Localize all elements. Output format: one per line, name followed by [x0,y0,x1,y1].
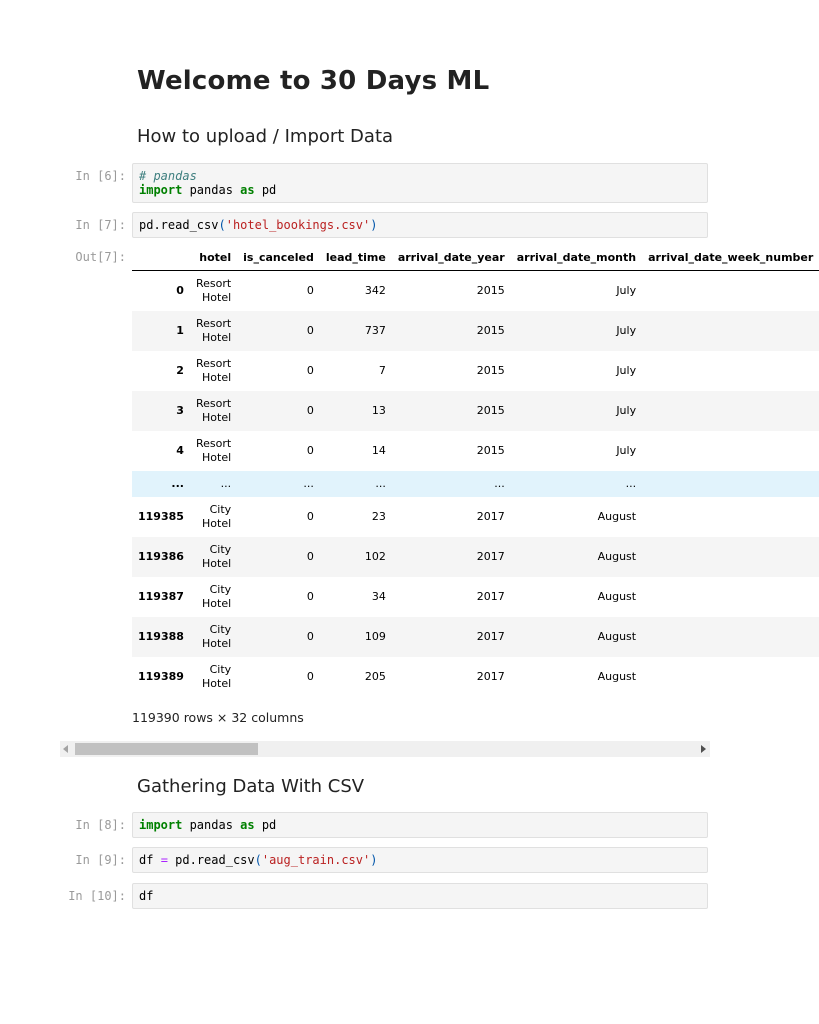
code-paren-close: ) [370,853,378,867]
column-header-is-canceled: is_canceled [237,244,320,271]
code-cell-6[interactable] [132,163,708,203]
row-index: 2 [176,364,184,377]
section-heading-gathering: Gathering Data With CSV [137,776,365,797]
cell-prompt-9: In [9]: [75,853,126,867]
table-row [132,537,819,577]
column-header-index [132,244,190,271]
cell-prompt-8: In [8]: [75,818,126,832]
cell-arrival-year: 2017 [476,590,505,603]
code-comment: # pandas [139,169,197,183]
cell-prompt-6: In [6]: [75,169,126,183]
cell-hotel: Resort Hotel [195,316,232,344]
cell-is-canceled: 0 [306,364,314,377]
cell-hotel: City Hotel [202,662,232,690]
cell-arrival-year: 2015 [476,404,505,417]
cell-arrival-month: August [597,550,637,563]
code-cell-9[interactable] [132,847,708,873]
column-header-arrival-date-year: arrival_date_year [392,244,511,271]
cell-arrival-year: 2017 [476,670,505,683]
cell-is-canceled: 0 [306,284,314,298]
row-index: 4 [176,444,184,457]
scroll-left-arrow-icon[interactable] [63,745,68,753]
scrollbar-thumb[interactable] [75,743,258,755]
cell-arrival-year: 2015 [476,444,505,457]
cell-arrival-month: ... [625,477,637,490]
code-keyword-import: import [139,183,183,197]
table-row [132,311,819,351]
column-header-hotel: hotel [190,244,237,271]
table-row [132,431,819,471]
cell-hotel: Resort Hotel [195,356,232,384]
cell-lead-time: 737 [364,324,386,337]
cell-is-canceled: 0 [306,550,314,563]
cell-is-canceled: 0 [306,510,314,523]
page-title: Welcome to 30 Days ML [137,66,490,96]
cell-lead-time: 23 [371,510,386,523]
cell-arrival-month: July [616,284,637,298]
cell-arrival-month: August [597,630,637,643]
cell-lead-time: 102 [364,550,386,563]
cell-lead-time: ... [375,477,386,490]
code-alias: pd [254,183,277,197]
cell-lead-time: 13 [371,404,386,417]
cell-lead-time: 34 [371,590,386,603]
code-operator: = [160,853,168,867]
row-index: ... [171,477,184,490]
cell-arrival-week [642,497,819,537]
table-row [132,391,819,431]
dataframe-table [132,244,819,697]
cell-hotel: City Hotel [202,502,232,530]
code-alias: pd [254,818,277,832]
cell-is-canceled: 0 [306,630,314,643]
cell-hotel: Resort Hotel [195,396,232,424]
cell-is-canceled: 0 [306,324,314,337]
cell-arrival-week [642,391,819,431]
code-string-arg: 'aug_train.csv' [261,853,371,867]
code-variable: df [139,889,154,903]
cell-lead-time: 14 [371,444,386,457]
code-variable: df [139,853,161,867]
output-prompt-7: Out[7]: [75,250,126,264]
output-horizontal-scrollbar[interactable] [60,741,710,757]
table-row [132,497,819,537]
cell-lead-time: 342 [364,284,386,298]
code-string-arg: 'hotel_bookings.csv' [225,218,371,232]
cell-arrival-year: 2015 [476,324,505,337]
code-function: pd.read_csv [167,853,255,867]
cell-is-canceled: 0 [306,444,314,457]
scroll-right-arrow-icon[interactable] [701,745,706,753]
table-row [132,351,819,391]
cell-arrival-week [642,431,819,471]
cell-hotel: City Hotel [202,542,232,570]
cell-arrival-month: July [616,364,637,377]
cell-hotel: City Hotel [202,622,232,650]
code-paren-open: ( [254,853,262,867]
cell-hotel: Resort Hotel [195,436,232,464]
code-function: pd.read_csv [139,218,219,232]
row-index: 119385 [138,510,184,523]
cell-arrival-year: 2017 [476,510,505,523]
cell-arrival-month: August [597,590,637,603]
cell-is-canceled: 0 [306,670,314,683]
cell-hotel: City Hotel [202,582,232,610]
cell-is-canceled: 0 [306,590,314,603]
cell-arrival-week [642,351,819,391]
cell-is-canceled: ... [303,477,314,490]
dataframe-shape-info: 119390 rows × 32 columns [132,710,304,725]
table-row [132,617,819,657]
cell-lead-time: 109 [364,630,386,643]
code-paren-open: ( [218,218,226,232]
table-row-ellipsis [132,471,819,497]
row-index: 119389 [138,670,184,683]
code-cell-8[interactable] [132,812,708,838]
cell-arrival-month: August [597,510,637,523]
table-header-row [132,244,819,271]
cell-arrival-week [642,271,819,311]
column-header-arrival-date-month: arrival_date_month [511,244,642,271]
code-paren-close: ) [370,218,378,232]
cell-arrival-month: July [616,404,637,417]
code-keyword-as: as [240,183,255,197]
cell-arrival-week [642,311,819,351]
row-index: 119386 [138,550,184,563]
column-header-arrival-date-week-number: arrival_date_week_number [642,244,819,271]
table-row [132,657,819,697]
table-row [132,271,819,311]
cell-arrival-year: 2017 [476,550,505,563]
code-keyword-as: as [240,818,255,832]
cell-arrival-year: 2017 [476,630,505,643]
cell-arrival-week [642,657,819,697]
code-module: pandas [182,183,241,197]
cell-arrival-week [642,471,819,497]
cell-arrival-week [642,577,819,617]
code-keyword-import: import [139,818,183,832]
row-index: 119388 [138,630,184,643]
column-header-lead-time: lead_time [320,244,392,271]
code-cell-10[interactable] [132,883,708,909]
cell-arrival-month: August [597,670,637,683]
cell-arrival-month: July [616,324,637,337]
cell-arrival-month: July [616,444,637,457]
row-index: 119387 [138,590,184,603]
cell-prompt-10: In [10]: [68,889,126,903]
section-heading-import: How to upload / Import Data [137,126,394,147]
cell-hotel: Resort Hotel [195,276,232,304]
row-index: 0 [176,284,184,298]
cell-arrival-year: ... [494,477,505,490]
row-index: 1 [176,324,184,337]
table-row [132,577,819,617]
cell-arrival-week [642,617,819,657]
cell-arrival-year: 2015 [476,364,505,377]
code-module: pandas [182,818,241,832]
code-cell-7[interactable] [132,212,708,238]
cell-hotel: ... [220,476,232,490]
dataframe-output [132,244,814,696]
cell-arrival-year: 2015 [476,284,505,298]
cell-lead-time: 7 [378,364,386,377]
cell-arrival-week [642,537,819,577]
cell-lead-time: 205 [364,670,386,683]
cell-prompt-7: In [7]: [75,218,126,232]
cell-is-canceled: 0 [306,404,314,417]
row-index: 3 [176,404,184,417]
